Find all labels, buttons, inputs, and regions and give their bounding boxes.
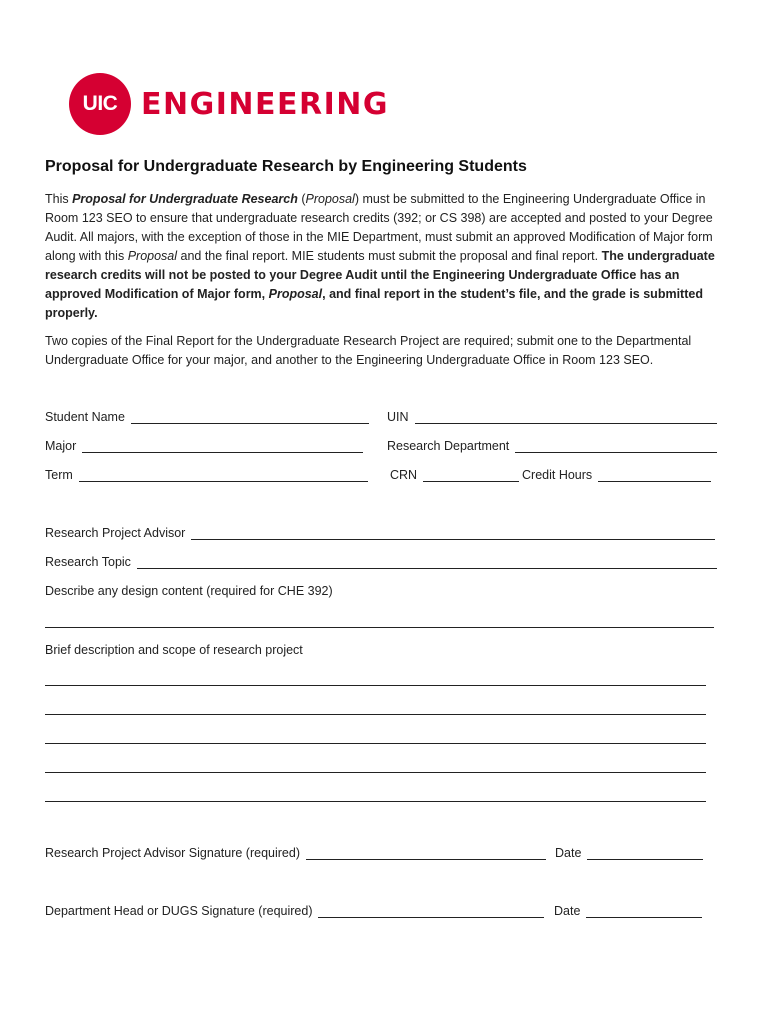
description-line-5[interactable]: [45, 801, 706, 802]
term-line[interactable]: [79, 469, 368, 482]
design-content-line[interactable]: [45, 627, 714, 628]
research-topic-field[interactable]: [45, 555, 717, 569]
term-field[interactable]: [45, 468, 368, 482]
dept-head-date-line[interactable]: [586, 905, 702, 918]
research-project-advisor-line[interactable]: [191, 527, 715, 540]
description-line-2[interactable]: [45, 714, 706, 715]
advisor-signature-label: Research Project Advisor Signature (required): [45, 846, 300, 860]
major-field[interactable]: [45, 439, 363, 453]
student-name-line[interactable]: [131, 411, 369, 424]
research-department-line[interactable]: [515, 440, 717, 453]
credit-hours-label: Credit Hours: [522, 468, 593, 482]
student-name-field[interactable]: [45, 410, 369, 424]
uic-logo-badge: UIC: [69, 73, 131, 135]
research-topic-line[interactable]: [137, 556, 717, 569]
major-label: Major: [45, 439, 77, 453]
description-line-3[interactable]: [45, 743, 706, 744]
dept-head-date-field[interactable]: [554, 904, 702, 918]
description-line-4[interactable]: [45, 772, 706, 773]
research-project-advisor-label: Research Project Advisor: [45, 526, 186, 540]
research-project-advisor-field[interactable]: [45, 526, 715, 540]
advisor-date-field[interactable]: [555, 846, 703, 860]
dept-head-date-label: Date: [554, 904, 581, 918]
uin-line[interactable]: [415, 411, 717, 424]
brief-description-label: Brief description and scope of research project: [45, 643, 303, 657]
dept-head-signature-line[interactable]: [318, 905, 544, 918]
advisor-signature-line[interactable]: [306, 847, 546, 860]
credit-hours-line[interactable]: [598, 469, 711, 482]
uic-engineering-logo: [69, 73, 389, 135]
final-report-paragraph: Two copies of the Final Report for the Undergraduate Research Project are required; submit one to the Departmental Undergraduate Office for your major, and another to the Engineering Undergraduate Office in Room 123 SEO.: [45, 334, 692, 367]
research-topic-label: Research Topic: [45, 555, 131, 569]
crn-line[interactable]: [423, 469, 519, 482]
advisor-date-label: Date: [555, 846, 582, 860]
uin-label: UIN: [387, 410, 409, 424]
engineering-wordmark: ENGINEERING: [141, 86, 389, 122]
uin-field[interactable]: [387, 410, 717, 424]
crn-label: CRN: [390, 468, 418, 482]
advisor-date-line[interactable]: [587, 847, 703, 860]
dept-head-signature-label: Department Head or DUGS Signature (required): [45, 904, 313, 918]
dept-head-signature-field[interactable]: [45, 904, 544, 918]
design-content-label: Describe any design content (required for CHE 392): [45, 584, 333, 598]
research-department-field[interactable]: [387, 439, 717, 453]
page-title: Proposal for Undergraduate Research by Engineering Students: [45, 158, 527, 175]
intro-paragraph: This Proposal for Undergraduate Research (Proposal) must be submitted to the Engineering Undergraduate Office in Room 123 SEO to ensure that undergraduate research credits (392; or CS 398) are accepted and posted to your Degree Audit. All majors, with the exception of those in the MIE Department, must submit an approved Modification of Major form along with this Proposal and the final report. MIE students must submit the proposal and final report. The undergraduate research credits will not be posted to your Degree Audit until the Engineering Undergraduate Office has an approved Modification of Major form, Proposal, and final report in the student’s file, and the grade is submitted properly.: [45, 192, 715, 320]
credit-hours-field[interactable]: [522, 468, 711, 482]
term-label: Term: [45, 468, 73, 482]
description-line-1[interactable]: [45, 685, 706, 686]
crn-field[interactable]: [390, 468, 519, 482]
advisor-signature-field[interactable]: [45, 846, 546, 860]
research-department-label: Research Department: [387, 439, 510, 453]
major-line[interactable]: [82, 440, 363, 453]
student-name-label: Student Name: [45, 410, 125, 424]
